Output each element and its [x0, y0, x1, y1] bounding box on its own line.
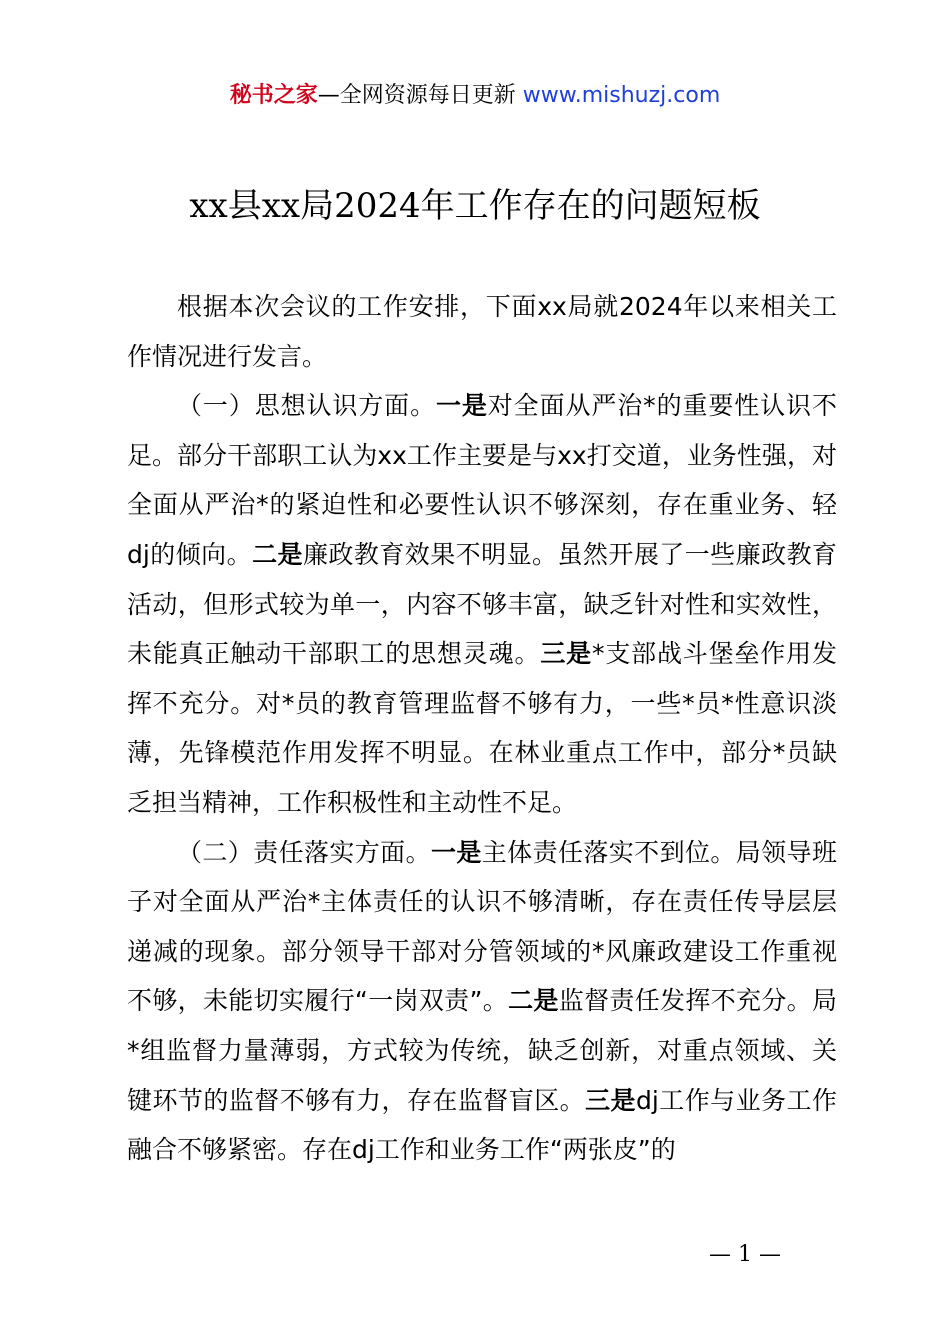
- section-paragraph: [127, 828, 837, 1175]
- section-paragraph: [127, 381, 837, 827]
- document-title: xx县xx局2024年工作存在的问题短板: [189, 186, 761, 226]
- point-text: dj工作与业务工作融合不够紧密。存在dj工作和业务工作“两张皮”的: [127, 1085, 837, 1165]
- point-text: 廉政教育效果不明显。虽然开展了一些廉政教育活动，但形式较为单一，内容不够丰富，缺乏针对性和实效性，未能真正触动干部职工的思想灵魂。: [127, 539, 837, 669]
- site-slogan: —全网资源每日更新: [317, 83, 516, 108]
- point-text: 监督责任发挥不充分。局*组监督力量薄弱，方式较为传统，缺乏创新，对重点领域、关键环节的监督不够有力，存在监督盲区。: [127, 986, 837, 1115]
- point-keyword: 三是: [585, 1085, 637, 1115]
- section-heading: （一）思想认识方面。: [177, 391, 436, 421]
- point-text: *支部战斗堡垒作用发挥不充分。对*员的教育管理监督不够有力，一些*员*性意识淡薄，先锋模范作用发挥不明显。在林业重点工作中，部分*员缺乏担当精神，工作积极性和主动性不足。: [127, 639, 837, 817]
- point-keyword: 一是: [430, 837, 482, 867]
- page-number: — 1 —: [709, 1242, 781, 1267]
- document-body: [127, 282, 837, 1175]
- intro-paragraph: 根据本次会议的工作安排，下面xx局就2024年以来相关工作情况进行发言。: [127, 292, 837, 371]
- point-keyword: 一是: [435, 391, 488, 421]
- point-keyword: 三是: [540, 639, 592, 669]
- site-brand: 秘书之家: [229, 83, 318, 108]
- site-banner: [0, 80, 950, 112]
- site-url-link[interactable]: www.mishuzj.com: [522, 83, 721, 108]
- point-keyword: 二是: [508, 986, 559, 1016]
- point-keyword: 二是: [252, 539, 303, 569]
- section-heading: （二）责任落实方面。: [177, 837, 431, 867]
- point-text: 主体责任落实不到位。局领导班子对全面从严治*主体责任的认识不够清晰，存在责任传导层层递减的现象。部分领导干部对分管领域的*风廉政建设工作重视不够，未能切实履行“一岗双责”。: [127, 837, 837, 1016]
- point-text: 对全面从严治*的重要性认识不足。部分干部职工认为xx工作主要是与xx打交道，业务性强，对全面从严治*的紧迫性和必要性认识不够深刻，存在重业务、轻dj的倾向。: [127, 391, 837, 569]
